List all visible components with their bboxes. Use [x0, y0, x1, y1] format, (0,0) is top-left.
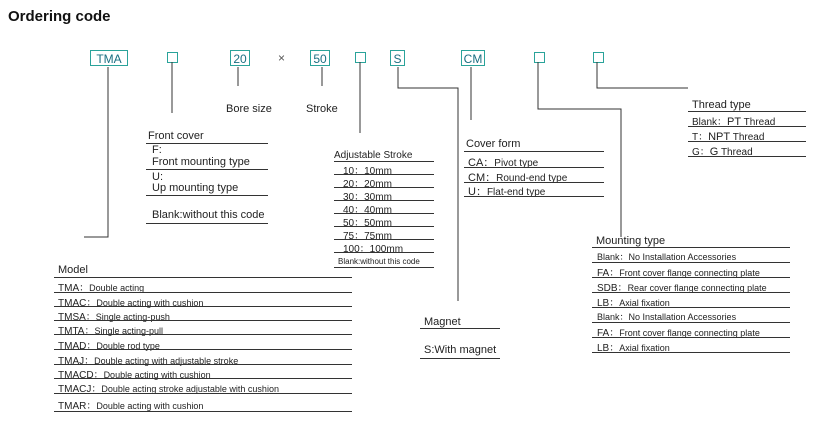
model-desc: Double acting with cushion: [96, 401, 204, 411]
model-key: TMACJ：: [58, 384, 102, 395]
cover-form-desc: Flat-end type: [486, 187, 546, 198]
mounting-type-key: Blank：: [597, 252, 629, 262]
adjustable-stroke-item: 75：75mm: [343, 231, 392, 242]
mounting-type-desc: No Installation Accessories: [628, 312, 737, 322]
cover-form-heading: Cover form: [466, 138, 521, 150]
model-desc: Double acting with cushion: [96, 298, 204, 308]
code-cover-box: CM: [461, 50, 485, 66]
adjustable-stroke-item: 50：50mm: [343, 218, 392, 229]
model-desc: Single acting-pull: [94, 326, 164, 336]
thread-type-desc: Thread: [730, 132, 765, 143]
model-key: TMA：: [58, 283, 90, 294]
cover-form-key: CM：: [468, 172, 497, 184]
adjustable-stroke-item: 30：30mm: [343, 192, 392, 203]
model-key: TMTA：: [58, 326, 95, 337]
bore-size-label: Bore size: [226, 103, 272, 115]
mounting-type-key: FA：: [597, 268, 620, 279]
code-stroke-box: 50: [310, 50, 330, 66]
model-key: TMACD：: [58, 370, 104, 381]
model-item: [58, 397, 203, 412]
adjustable-stroke-item: 10：10mm: [343, 166, 392, 177]
adjustable-stroke-item: 40：40mm: [343, 205, 392, 216]
front-cover-u-key: U:: [152, 171, 163, 183]
mounting-type-desc: No Installation Accessories: [628, 252, 737, 262]
cover-form-key: U：: [468, 186, 487, 198]
thread-type-code: NPT: [708, 131, 731, 143]
code-magnet-box: S: [390, 50, 405, 66]
model-desc: Double acting: [89, 283, 145, 293]
front-cover-f-desc: Front mounting type: [152, 156, 250, 168]
magnet-desc: S:With magnet: [424, 344, 497, 356]
front-cover-blank: Blank:without this code: [152, 209, 265, 221]
mounting-type-desc: Front cover flange connecting plate: [619, 268, 760, 278]
adjustable-stroke-item: 100：100mm: [343, 244, 404, 255]
thread-type-heading: Thread type: [692, 99, 751, 111]
cover-form-desc: Pivot type: [494, 158, 539, 169]
model-key: TMAJ：: [58, 356, 95, 367]
mounting-type-key: SDB：: [597, 283, 628, 294]
front-cover-f-key: F:: [152, 144, 162, 156]
code-bore-box: 20: [230, 50, 250, 66]
model-key: TMAC：: [58, 298, 97, 309]
thread-type-desc: Thread: [718, 147, 753, 158]
mounting-type-desc: Axial fixation: [619, 343, 670, 353]
page-title: Ordering code: [8, 8, 111, 25]
model-desc: Double acting with cushion: [103, 370, 211, 380]
model-key: TMAR：: [58, 401, 97, 412]
code-model-box: TMA: [90, 50, 128, 66]
model-desc: Single acting-push: [95, 312, 170, 322]
thread-type-key: T：: [692, 132, 709, 143]
mounting-type-desc: Front cover flange connecting plate: [619, 328, 760, 338]
code-times: ×: [278, 51, 286, 65]
magnet-heading: Magnet: [424, 316, 461, 328]
model-desc: Double acting with adjustable stroke: [94, 356, 239, 366]
adjustable-stroke-heading: Adjustable Stroke: [334, 150, 413, 161]
mounting-type-key: LB：: [597, 343, 620, 354]
mounting-type-desc: Axial fixation: [619, 298, 670, 308]
model-desc: Double acting stroke adjustable with cushion: [101, 384, 279, 394]
thread-type-key: Blank：: [692, 117, 728, 128]
stroke-label: Stroke: [306, 103, 338, 115]
thread-type-key: G：: [692, 147, 710, 158]
mounting-type-key: Blank：: [597, 312, 629, 322]
thread-type-code: G: [709, 146, 719, 158]
cover-form-key: CA：: [468, 157, 495, 169]
cover-form-desc: Round-end type: [496, 173, 568, 184]
front-cover-u-desc: Up mounting type: [152, 182, 239, 194]
mounting-type-heading: Mounting type: [596, 235, 666, 247]
mounting-type-desc: Rear cover flange connecting plate: [627, 283, 767, 293]
model-heading: Model: [58, 264, 88, 276]
thread-type-code: PT: [727, 116, 742, 128]
mounting-type-key: LB：: [597, 298, 620, 309]
front-cover-heading: Front cover: [148, 130, 204, 142]
adjustable-stroke-blank: Blank:without this code: [338, 257, 420, 266]
adjustable-stroke-item: 20：20mm: [343, 179, 392, 190]
model-key: TMSA：: [58, 312, 96, 323]
thread-type-desc: Thread: [741, 117, 776, 128]
model-key: TMAD：: [58, 341, 97, 352]
model-desc: Double rod type: [96, 341, 160, 351]
mounting-type-key: FA：: [597, 328, 620, 339]
